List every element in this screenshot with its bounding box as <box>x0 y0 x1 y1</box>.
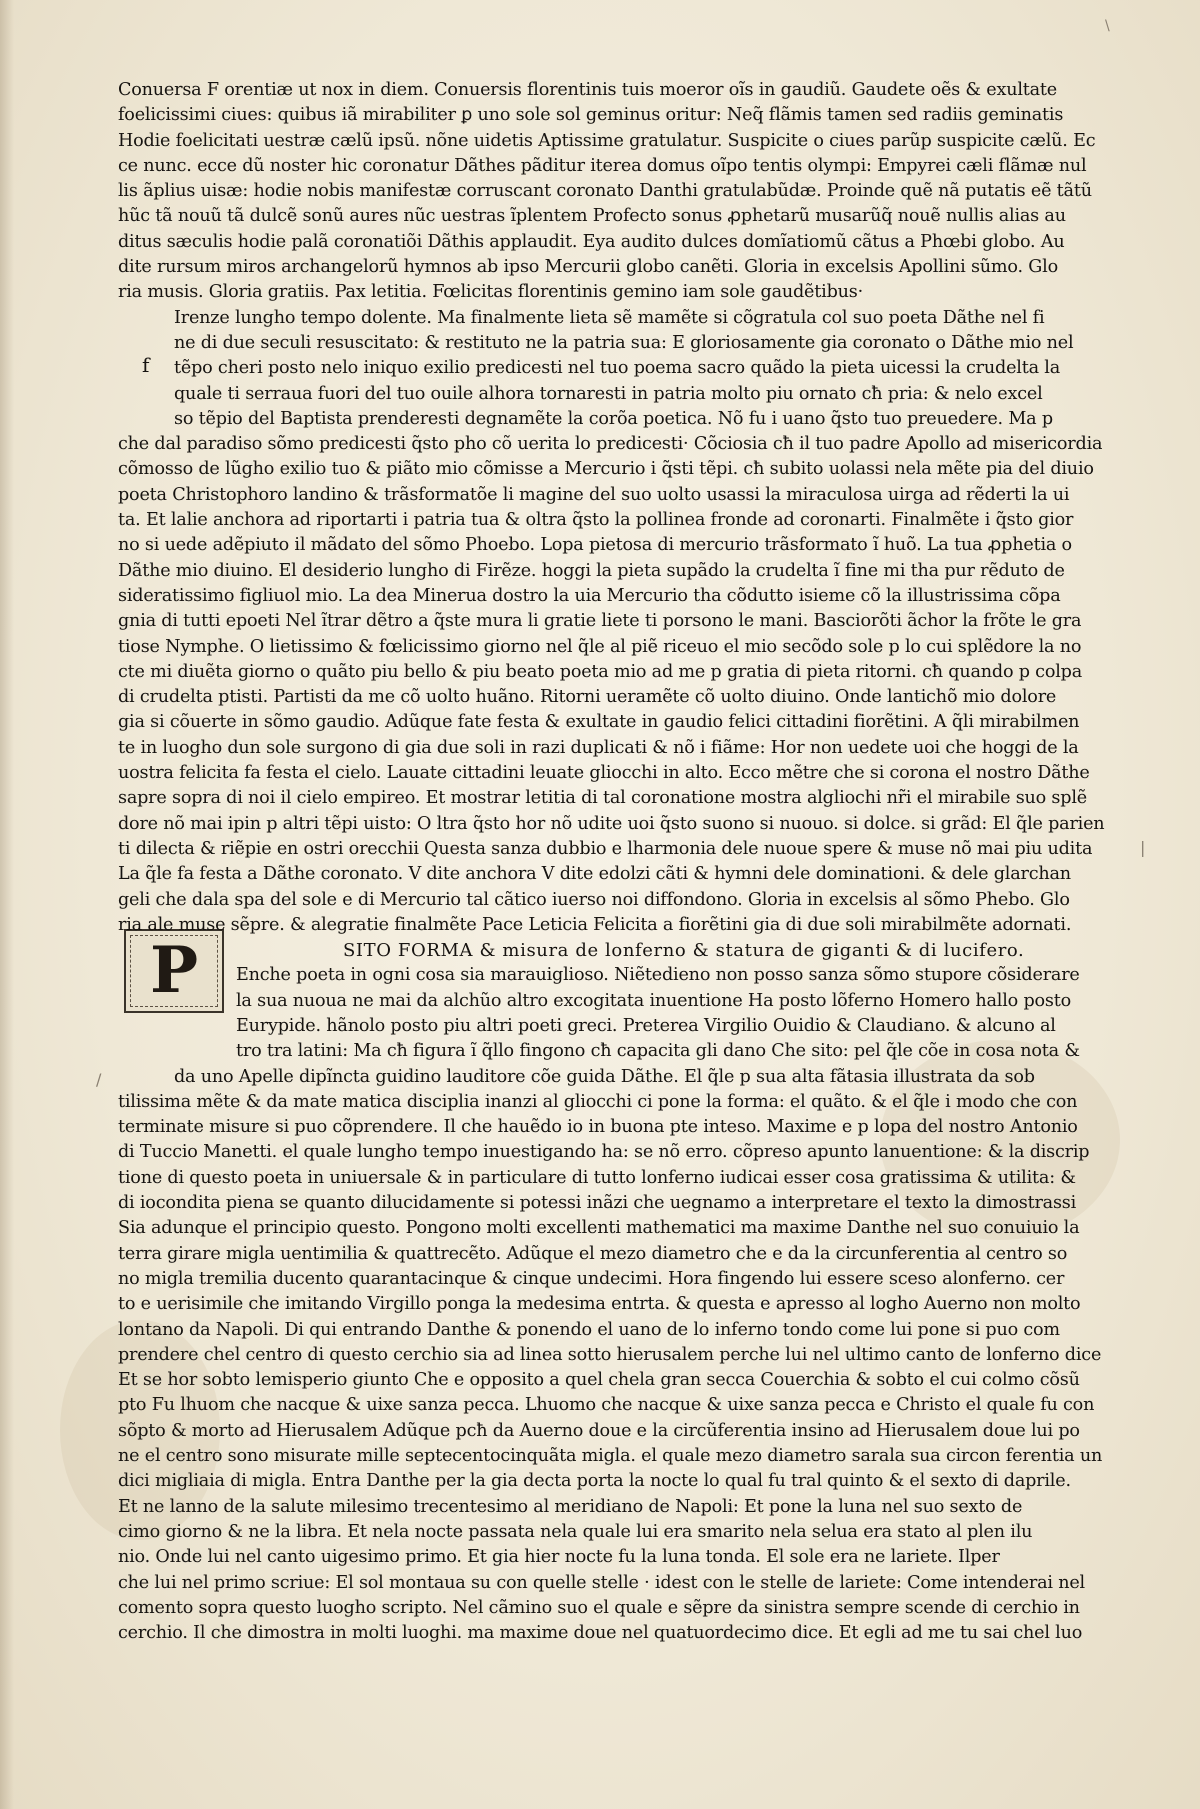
text-line: tione di questo poeta in uniuersale & in particulare di tutto lonferno iudicai esser cosa gratissima & utilita: & <box>118 1167 1076 1188</box>
text-line: di crudelta ptisti. Partisti da me cõ uolto huãno. Ritorni ueramẽte cõ uolto diuino. Onde lantichõ mio dolore <box>118 687 1057 708</box>
text-line: di Tuccio Manetti. el quale lungho tempo inuestigando ha: se nõ erro. cõpreso apunto lanuentione: & la discrip <box>118 1142 1090 1163</box>
text-line: hũc tã nouũ tã dulcẽ sonũ aures nũc uestras ĩplentem Profecto sonus ꝓphetarũ musarũq̃ nouẽ nullis alias au <box>118 206 1066 227</box>
text-line: da uno Apelle dipĩncta guidino lauditore cõe guida Dãthe. El q̃le p sua alta fãtasia illustrata da sob <box>174 1066 1035 1087</box>
text-line: dite rursum miros archangelorũ hymnos ab ipso Mercurii globo canẽti. Gloria in excelsis Apollini sũmo. Glo <box>118 257 1058 278</box>
text-line: ria ale muse sẽpre. & alegratie finalmẽte Pace Leticia Felicita a fiorẽtini gia di due soli mirabilmẽte adornati. <box>118 914 1072 935</box>
text-line: Enche poeta in ogni cosa sia marauiglioso. Niẽtedieno non posso sanza sõmo stupore cõsiderare <box>236 965 1080 986</box>
text-line: tro tra latini: Ma cħ figura ĩ q̃llo fingono cħ capacita gli dano Che sito: pel q̃le cõe in cosa nota & <box>236 1041 1080 1062</box>
text-line: dici migliaia di migla. Entra Danthe per la gia decta porta la nocte lo qual fu tral quinto & el sexto di daprile. <box>118 1471 1071 1492</box>
text-line: cte mi diuẽta giorno o quãto piu bello & piu beato poeta mio ad me p gratia di pieta ritorni. cħ quando p colpa <box>118 661 1083 682</box>
text-line: Sia adunque el principio questo. Pongono molti excellenti mathematici ma maxime Danthe nel suo conuiuio la <box>118 1218 1080 1239</box>
text-line: gia si cõuerte in sõmo gaudio. Adũque fate festa & exultate in gaudio felici cittadini fiorẽtini. A q̃li mirabilmen <box>118 712 1080 733</box>
text-line: tiose Nymphe. O lietissimo & fœlicissimo giorno nel q̃le al piẽ riceuo el mio secõdo sole p lo cui splẽdore la no <box>118 636 1082 657</box>
text-line: te in luogho dun sole surgono di gia due soli in razi duplicati & nõ i fiãme: Hor non uedete uoi che hoggi de la <box>118 737 1079 758</box>
text-line: che lui nel primo scriue: El sol montaua su con quelle stelle · idest con le stelle de lariete: Come intenderai nel <box>118 1572 1085 1593</box>
text-line: Et se hor sobto lemisperio giunto Che e opposito a quel chela gran secca Couerchia & sobto el cui colmo cõsũ <box>118 1370 1080 1391</box>
text-line: ta. Et lalie anchora ad riportarti i patria tua & oltra q̃sto la pollinea fronde ad coronarti. Finalmẽte i q̃sto gior <box>118 510 1074 531</box>
text-line: cerchio. Il che dimostra in molti luoghi. ma maxime doue nel quatuordecimo dice. Et egli ad me tu sai chel luo <box>118 1623 1083 1644</box>
text-line: ne di due seculi resuscitato: & restituto ne la patria sua: E gloriosamente gia coronato o Dãthe mio nel <box>174 332 1074 353</box>
text-line: ti dilecta & riẽpie en ostri orecchii Questa sanza dubbio e lharmonia dele nuoue spere & muse nõ mai piu udita <box>118 838 1093 859</box>
text-line: cõmosso de lũgho exilio tuo & piãto mio cõmisse a Mercurio i q̃sti tẽpi. cħ subito uolassi nela mẽte pia del diuio <box>118 459 1094 480</box>
text-line: pto Fu lhuom che nacque & uixe sanza pecca. Lhuomo che nacque & uixe sanza pecca e Christo el quale fu con <box>118 1395 1095 1416</box>
text-line: Eurypide. hãnolo posto piu altri poeti greci. Preterea Virgilio Ouidio & Claudiano. & alcuno al <box>236 1015 1056 1036</box>
text-line: dore nõ mai ipin p altri tẽpi uisto: O ltra q̃sto hor nõ udite uoi q̃sto suono si nuouo. si dolce. si grãd: El q̃le parien <box>118 813 1105 834</box>
text-line: ce nunc. ecce dũ noster hic coronatur Dãthes pãditur iterea domus oĩpo tentis olympi: Empyrei cæli flãmæ nul <box>118 155 1087 176</box>
page-edge-shadow <box>0 0 14 1809</box>
text-line: sideratissimo figliuol mio. La dea Minerua dostro la uia Mercurio tha cõdutto isieme cõ la illustrissima cõpa <box>118 585 1061 606</box>
text-line: Et ne lanno de la salute milesimo trecentesimo al meridiano de Napoli: Et pone la luna nel suo sexto de <box>118 1496 1023 1517</box>
text-line: lontano da Napoli. Di qui entrando Danthe & ponendo el uano de lo inferno tondo come lui pone si puo com <box>118 1319 1060 1340</box>
margin-mark-left: / <box>96 1070 102 1089</box>
text-line: la sua nuoua ne mai da alchũo altro excogitata inuentione Ha posto lõferno Homero hallo posto <box>236 990 1071 1011</box>
text-line: Irenze lungho tempo dolente. Ma finalmente lieta sẽ mamẽte si cõgratula col suo poeta Dãthe nel fi <box>174 307 1045 328</box>
text-line: poeta Christophoro landino & trãsformatõe li magine del suo uolto usassi la miraculosa uirga ad rẽderti la ui <box>118 484 1070 505</box>
margin-mark-top: \ <box>1105 18 1110 34</box>
text-line: che dal paradiso sõmo predicesti q̃sto pho cõ uerita lo predicesti· Cõciosia cħ il tuo padre Apollo ad misericordia <box>118 434 1103 455</box>
text-line: terra girare migla uentimilia & quattrecẽto. Adũque el mezo diametro che e da la circunferentia al centro so <box>118 1243 1068 1264</box>
text-line: ditus sæculis hodie palã coronatiõi Dãthis applaudit. Eya audito dulces domĩatiomũ cãtus a Phœbi globo. Au <box>118 231 1065 252</box>
text-line: La q̃le fa festa a Dãthe coronato. V dite anchora V dite edolzi cãti & hymni dele dominationi. & dele glarchan <box>118 864 1071 885</box>
text-line: uostra felicita fa festa el cielo. Lauate cittadini leuate gliocchi in alto. Ecco mẽtre che si corona el nostro Dãthe <box>118 763 1090 784</box>
marginal-letter: f <box>142 353 150 377</box>
section-heading: SITO FORMA & misura de lonferno & statura de giganti & di lucifero. <box>343 940 1025 962</box>
text-line: prendere chel centro di questo cerchio sia ad linea sotto hierusalem perche lui nel ultimo canto de lonferno dice <box>118 1344 1102 1365</box>
text-line: geli che dala spa del sole e di Mercurio tal cãtico iuerso noi diffondono. Gloria in excelsis al sõmo Phebo. Glo <box>118 889 1070 910</box>
body-text <box>118 78 1130 1646</box>
text-line: sapre sopra di noi il cielo empireo. Et mostrar letitia di tal coronatione mostra algliochi nr̃i el mirabile suo splẽ <box>118 788 1087 809</box>
text-line: di iocondita piena se quanto dilucidamente si potessi inãzi che uegnamo a interpretare el texto la dimostrassi <box>118 1193 1077 1214</box>
text-line: to e uerisimile che imitando Virgillo ponga la medesima entrta. & questa e apresso al logho Auerno non molto <box>118 1294 1081 1315</box>
text-line: tẽpo cheri posto nelo iniquo exilio predicesti nel tuo poema sacro quãdo la pieta uicessi la crudelta la <box>174 358 1060 379</box>
text-line: foelicissimi ciues: quibus iã mirabiliter ꝑ uno sole sol geminus oritur: Neq̃ flãmis tamen sed radiis geminatis <box>118 105 1064 126</box>
text-line: Conuersa F orentiæ ut nox in diem. Conuersis florentinis tuis moeror oĩs in gaudiũ. Gaudete oẽs & exultate <box>118 80 1058 100</box>
text-line: quale ti serraua fuori del tuo ouile alhora tornaresti in patria molto piu ornato cħ pria: & nelo excel <box>174 383 1043 404</box>
initial-letter: P <box>149 933 199 1008</box>
text-line: lis ãplius uisæ: hodie nobis manifestæ corruscant coronato Danthi gratulabũdæ. Proinde quẽ nã putatis eẽ tãtũ <box>118 181 1092 202</box>
text-line: tilissima mẽte & da mate matica disciplia inanzi al gliocchi ci pone la forma: el quãto. & el q̃le i modo che con <box>118 1091 1078 1112</box>
text-line: terminate misure si puo cõprendere. Il che hauẽdo io in buona pte inteso. Maxime e p lopa del nostro Antonio <box>118 1117 1078 1138</box>
text-line: nio. Onde lui nel canto uigesimo primo. Et gia hier nocte fu la luna tonda. El sole era ne lariete. Ilper <box>118 1547 1000 1568</box>
text-line: gnia di tutti epoeti Nel ĩtrar dẽtro a q̃ste mura li gratie liete ti porsono le mani. Basciorõti ãchor la frõte le gra <box>118 611 1082 632</box>
text-line: ria musis. Gloria gratiis. Pax letitia. Fœlicitas florentinis gemino iam sole gaudẽtibus· <box>118 282 863 303</box>
text-line: sõpto & morto ad Hierusalem Adũque pcħ da Auerno doue e la circũferentia insino ad Hierusalem doue lui po <box>118 1420 1080 1441</box>
text-line: Dãthe mio diuino. El desiderio lungho di Firẽze. hoggi la pieta supãdo la crudelta ĩ fine mi tha pur rẽduto de <box>118 560 1065 581</box>
text-line: no si uede adẽpiuto il mãdato del sõmo Phoebo. Lopa pietosa di mercurio trãsformato ĩ huõ. La tua ꝓphetia o <box>118 535 1072 556</box>
text-line: comento sopra questo luogho scripto. Nel cãmino suo el quale e sẽpre da sinistra sempre scende di cerchio in <box>118 1597 1080 1618</box>
text-line: so tẽpio del Baptista prenderesti degnamẽte la corõa poetica. Nõ fu i uano q̃sto tuo preuedere. Ma p <box>174 408 1053 429</box>
text-line: ne el centro sono misurate mille septecentocinquãta migla. el quale mezo diametro sarala sua circon ferentia un <box>118 1446 1103 1467</box>
text-line: no migla tremilia ducento quarantacinque & cinque undecimi. Hora fingendo lui essere sceso alonferno. cer <box>118 1268 1065 1289</box>
margin-mark-right: | <box>1140 838 1146 857</box>
text-line: Hodie foelicitati uestræ cælũ ipsũ. nõne uidetis Aptissime gratulatur. Suspicite o ciues parũp suspicite cælũ. Ec <box>118 130 1096 151</box>
text-line: cimo giorno & ne la libra. Et nela nocte passata nela quale lui era smarito nela selua era stato al plen ilu <box>118 1521 1033 1542</box>
